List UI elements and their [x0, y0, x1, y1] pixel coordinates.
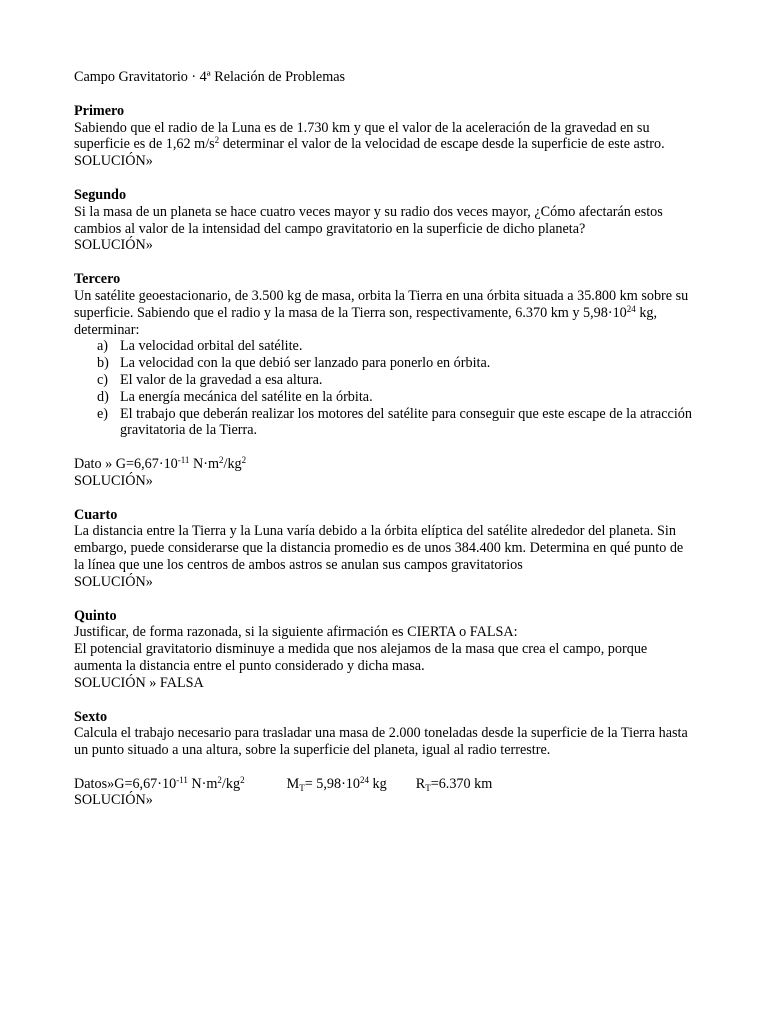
problem-statement: Un satélite geoestacionario, de 3.500 kg de masa, orbita la Tierra en una órbita situada a 35.800 km sobre su superficie. Sabiendo que el radio y la masa de la Tierra son, respectivamente, 6.370 km y $5,98\cdot 10^{24}$ kg, determinar: — [74, 287, 689, 338]
datos-earth-mass: $M_T= 5,98\cdot 10^{24}$ kg — [286, 774, 387, 793]
problem-statement: El potencial gravitatorio disminuye a medida que nos alejamos de la masa que crea el campo, porque aumenta la distancia entre el punto considerado y dicha masa. — [74, 641, 648, 674]
problem-heading: Primero — [74, 102, 125, 119]
question-list — [74, 338, 694, 439]
problem-sexto — [74, 709, 694, 810]
datos-earth-radius: $R_T=6.370$ km — [415, 775, 493, 793]
list-item: a) La velocidad orbital del satélite. — [97, 338, 303, 355]
problem-tercero — [74, 271, 694, 489]
problem-heading: Segundo — [74, 186, 127, 203]
solution-link[interactable]: SOLUCIÓN» — [74, 237, 153, 254]
list-item: c) El valor de la gravedad a esa altura. — [97, 371, 323, 388]
problem-statement: Si la masa de un planeta se hace cuatro veces mayor y su radio dos veces mayor, ¿Cómo afectarán estos cambios al valor de la intensidad del campo gravitatorio en la superficie de dicho planeta? — [74, 203, 663, 237]
solution-link[interactable]: SOLUCIÓN» — [74, 792, 153, 809]
problem-primero — [74, 103, 694, 170]
list-item: b) La velocidad con la que debió ser lanzado para ponerlo en órbita. — [97, 355, 491, 372]
data-line: Dato » $G=6,67\cdot 10^{-11}$ $N\cdot m^2/kg^2$ — [74, 454, 247, 472]
data-line — [74, 776, 694, 793]
problem-statement: Calcula el trabajo necesario para trasladar una masa de 2.000 toneladas desde la superficie de la Tierra hasta un punto situado a una altura, sobre la superficie del planeta, igual al radio terrestre. — [74, 725, 688, 759]
document-title: Campo Gravitatorio · 4ª Relación de Problemas — [74, 69, 346, 85]
list-item: d) La energía mecánica del satélite en la órbita. — [97, 388, 373, 405]
solution-link[interactable]: SOLUCIÓN » FALSA — [74, 674, 204, 691]
datos-constant: $Datos»G=6,67\cdot 10^{-11}$ $N\cdot m^2/kg^2$ — [74, 774, 245, 792]
problem-segundo — [74, 187, 694, 254]
problem-heading: Cuarto — [74, 506, 118, 523]
solution-link[interactable]: SOLUCIÓN» — [74, 153, 153, 170]
solution-link[interactable]: SOLUCIÓN» — [74, 573, 153, 590]
problem-statement: Justificar, de forma razonada, si la siguiente afirmación es CIERTA o FALSA: — [74, 624, 518, 641]
list-item: e) El trabajo que deberán realizar los motores del satélite para conseguir que este escape de la atracción gravitatoria de la Tierra. — [97, 405, 692, 439]
solution-link[interactable]: SOLUCIÓN» — [74, 472, 153, 489]
problem-quinto — [74, 608, 694, 692]
problem-heading: Sexto — [74, 708, 108, 725]
document-body — [74, 69, 694, 826]
problem-heading: Quinto — [74, 607, 117, 624]
problem-cuarto — [74, 507, 694, 591]
problem-heading: Tercero — [74, 271, 121, 288]
problem-statement: Sabiendo que el radio de la Luna es de 1.730 km y que el valor de la aceleración de la gravedad en su superficie es de 1,62 $m/s^2$ determinar el valor de la velocidad de escape desde la superficie de este astro. — [74, 119, 665, 153]
problem-statement: La distancia entre la Tierra y la Luna varía debido a la órbita elíptica del satélite alrededor del planeta. Sin embargo, puede considerarse que la distancia promedio es de unos 384.400 km. Determina en qué punto de la línea que une los centros de ambos astros se anulan sus campos gravitatorios — [74, 523, 684, 573]
